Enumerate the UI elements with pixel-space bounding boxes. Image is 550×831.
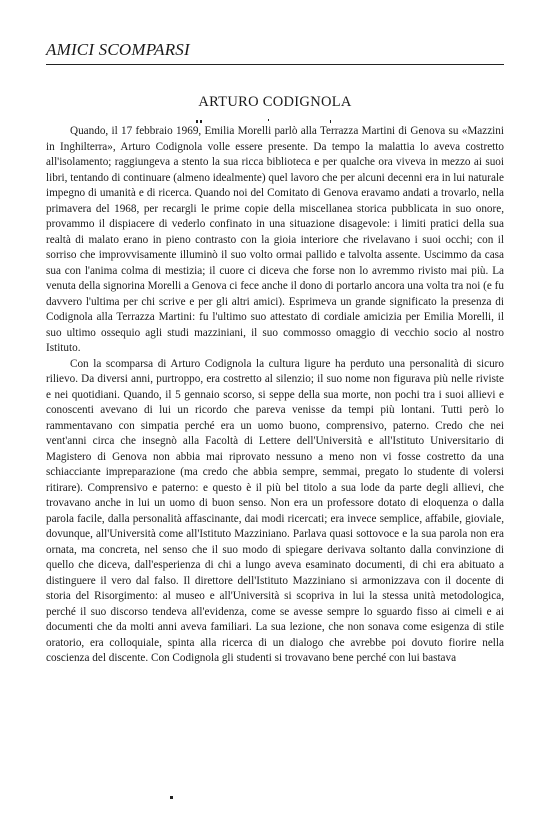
header-rule [46, 64, 504, 65]
paragraph: Quando, il 17 febbraio 1969, Emilia Morelli parlò alla Terrazza Martini di Genova su «Mazzini in Inghilterra», Arturo Codignola volle essere presente. Da tempo la malattia lo aveva costretto all'isolamento; raggiungeva a stento la sua ricca biblioteca e per qualche ora viveva in mezzo ai suoi libri, tentando di continuare (almeno idealmente) quel lavoro che per alcuni decenni era in lui naturale impegno di umanità e di ricerca. Quando noi del Comitato di Genova eravamo andati a trovarlo, nella primavera del 1968, per recargli le prime copie della miscellanea storica pubblicata in suo onore, provammo il dispiacere di vederlo confinato in una situazione disagevole: i limiti pratici della sua realtà di malato erano in pieno contrasto con la gioia interiore che rivelavano i suoi occhi; con il sorriso che improvvisamente illuminò il suo volto ormai pallido e talvolta assente. Uscimmo da casa sua con l'anima colma di mestizia; il cuore ci diceva che forse non lo avremmo rivisto mai più. La venuta della signorina Morelli a Genova ci fece anche il dono di portarlo ancora una volta tra noi (e fu davvero l'ultima per chi scrive e per gli altri amici). Esprimeva un grande significato la presenza di Codignola alla Terrazza Martini: fu l'ultimo suo attestato di cordiale amicizia per Emilia Morelli, il suo ultimo ossequio agli studi mazziniani, il suo commosso omaggio di vecchio socio al nostro Istituto. [46, 125, 504, 354]
article-title: ARTURO CODIGNOLA [198, 94, 352, 110]
print-speck [200, 120, 202, 123]
article-body [46, 124, 504, 667]
section-header: AMICI SCOMPARSI [46, 40, 190, 59]
paragraph: Con la scomparsa di Arturo Codignola la cultura ligure ha perduto una personalità di sicuro rilievo. Da diversi anni, purtroppo, era costretto al silenzio; il suo nome non figurava più nelle riviste e nei quotidiani. Quando, il 5 gennaio scorso, si seppe della sua morte, non pochi tra i suoi allievi e conoscenti avevano di lui un ricordo che pareva venisse da tempi più lontani. Tutti però lo rammentavano con simpatia perché era un uomo buono, comprensivo, paterno. Credo che nei vent'anni circa che insegnò alla Facoltà di Lettere dell'Università e all'Istituto Universitario di Magistero di Genova non abbia mai riprovato nessuno a meno non vi fosse costretto da una schiacciante impreparazione (ma credo che abbia sempre, semmai, pregato lo studente di volersi ritirare). Comprensivo e paterno: e questo è il più bel titolo a sua lode da parte degli allievi, che trovavano anche in lui un uomo di buon senso. Non era un professore dotato di eloquenza o dalla parola facile, dalla personalità affascinante, dai modi ricercati; era invece semplice, affabile, gioviale, dovunque, all'Università come all'Istituto Mazziniano. Parlava quasi sottovoce e la sua parola non era ornata, ma concreta, nel senso che il suo modo di spiegare derivava soltanto dalla convinzione di quello che diceva, dall'esperienza di chi a lungo aveva esaminato documenti, di chi era abituato a distinguere il vero dal falso. Il direttore dell'Istituto Mazziniano si armonizzava con il docente di storia del Risorgimento: al museo e all'Università si scopriva in lui la stessa unità metodologica, perché il suo discorso tendeva all'evidenza, come se avesse sempre lo sguardo fisso ai cimeli e ai documenti che da molti anni aveva familiari. La sua lezione, che non sonava come esigenza di stile oratorio, era colloquiale, spinta alla ricerca di un dialogo che avrebbe poi dovuto fiorire nella coscienza del discente. Con Codignola gli studenti si trovavano bene perché con lui bastava [46, 357, 504, 664]
print-speck [170, 796, 173, 799]
print-speck [330, 120, 331, 123]
print-speck [268, 119, 269, 121]
print-speck [196, 120, 198, 123]
